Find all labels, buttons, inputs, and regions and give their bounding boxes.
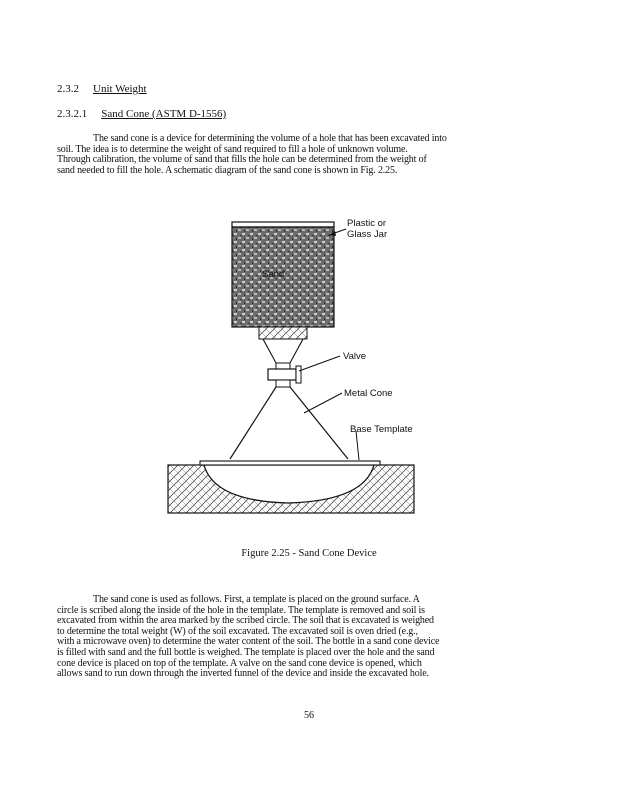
metal-cone bbox=[230, 387, 348, 459]
sand-label: Sand bbox=[262, 269, 285, 280]
text-line: The sand cone is used as follows. First, a template is placed on the ground surface. A bbox=[93, 594, 420, 605]
text-line: circle is scribed along the inside of the hole in the template. The template is removed and soil is bbox=[57, 604, 425, 616]
text-line: to determine the total weight (W) of the soil excavated. The excavated soil is oven dried (e.g., bbox=[57, 625, 418, 637]
subsection-number: 2.3.2.1 bbox=[57, 108, 88, 120]
text-line: cone device is placed on top of the template. A valve on the sand cone device is opened, which bbox=[57, 657, 422, 669]
intro-paragraph bbox=[57, 134, 532, 176]
text-line: soil. The idea is to determine the weight of sand required to fill a hole of unknown volume. bbox=[57, 143, 408, 155]
text-line: The sand cone is a device for determining the volume of a hole that has been excavated into bbox=[93, 133, 447, 144]
ground-section bbox=[168, 461, 414, 513]
text-line: Through calibration, the volume of sand that fills the hole can be determined from the weight of bbox=[57, 154, 427, 166]
figure-caption: Figure 2.25 - Sand Cone Device bbox=[241, 548, 377, 559]
text-line: allows sand to run down through the inverted funnel of the device and inside the excavated hole. bbox=[57, 668, 429, 680]
text-line: excavated from within the area marked by the scribed circle. The soil that is excavated is weighed bbox=[57, 615, 434, 627]
text-line: with a microwave oven) to determine the water content of the soil. The bottle in a sand cone device bbox=[57, 636, 440, 648]
text-line: sand needed to fill the hole. A schematic diagram of the sand cone is shown in Fig. 2.25. bbox=[57, 164, 398, 176]
subsection-heading bbox=[57, 108, 226, 120]
subsection-title: Sand Cone (ASTM D-1556) bbox=[101, 108, 227, 120]
jar-label-line2: Glass Jar bbox=[347, 229, 388, 240]
procedure-paragraph bbox=[57, 595, 532, 680]
valve-label: Valve bbox=[343, 351, 367, 362]
text-line: is filled with sand and the full bottle is weighed. The template is placed over the hole and the sand bbox=[57, 646, 435, 658]
section-number: 2.3.2 bbox=[57, 83, 79, 95]
page-number: 56 bbox=[304, 710, 314, 721]
section-title: Unit Weight bbox=[93, 83, 147, 95]
jar bbox=[232, 222, 334, 339]
valve-assembly bbox=[263, 339, 303, 387]
cone-label: Metal Cone bbox=[344, 388, 393, 399]
section-heading bbox=[57, 83, 147, 95]
sand-cone-diagram bbox=[150, 205, 480, 535]
jar-label-line1: Plastic or bbox=[347, 218, 387, 229]
template-label: Base Template bbox=[350, 424, 413, 435]
